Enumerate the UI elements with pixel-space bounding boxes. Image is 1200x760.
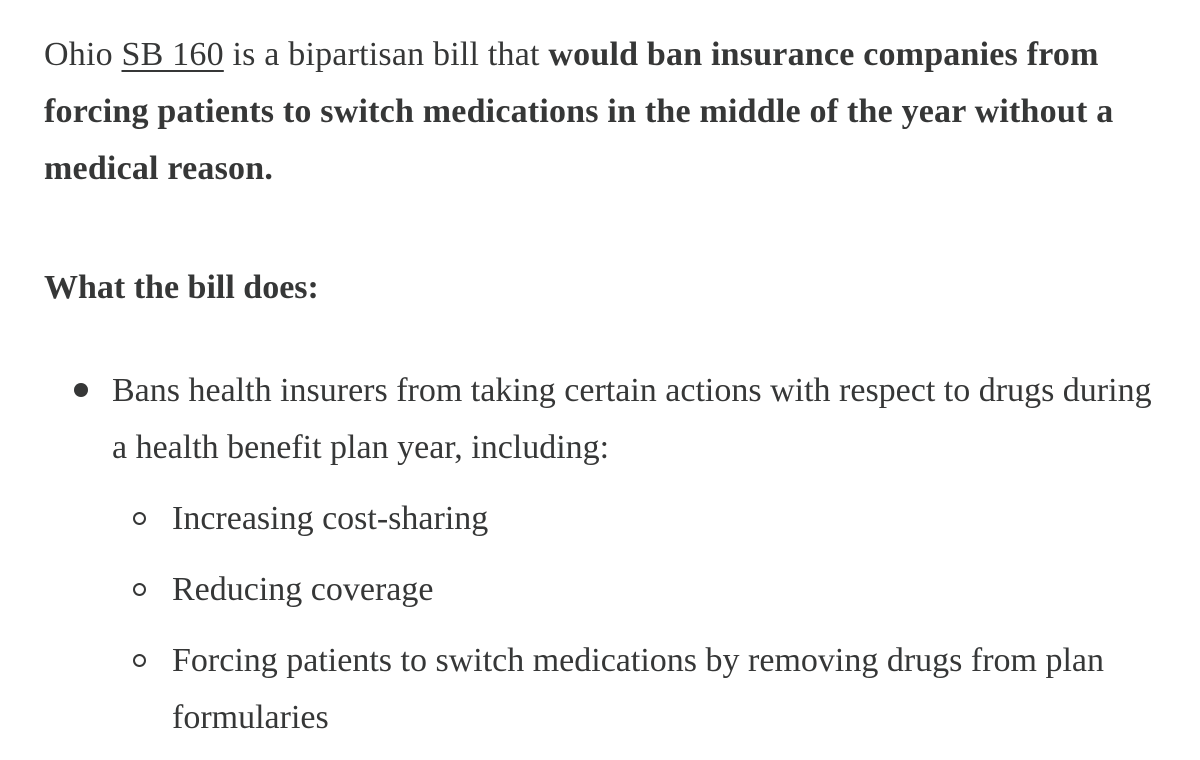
sub-list-item bbox=[112, 490, 1174, 547]
list-item-text: Bans health insurers from taking certain actions with respect to drugs during a health benefit plan year, including: bbox=[112, 372, 1152, 466]
sub-list bbox=[112, 490, 1174, 746]
intro-prefix: Ohio bbox=[44, 36, 122, 73]
bullet-disc-icon bbox=[74, 383, 88, 397]
article-body bbox=[44, 26, 1174, 760]
sub-list-item bbox=[112, 632, 1174, 746]
sub-list-item-text: Forcing patients to switch medications by removing drugs from plan formularies bbox=[172, 642, 1105, 736]
intro-paragraph bbox=[44, 26, 1174, 197]
bullet-circle-icon bbox=[133, 512, 146, 525]
intro-middle: is a bipartisan bill that bbox=[223, 36, 549, 73]
bullet-circle-icon bbox=[133, 583, 146, 596]
list-item bbox=[44, 362, 1174, 746]
bill-provisions-list bbox=[44, 362, 1174, 746]
section-heading: What the bill does: bbox=[44, 269, 319, 306]
bill-link[interactable]: SB 160 bbox=[121, 36, 224, 73]
intro-emphasis: would ban insurance companies from forcing patients to switch medications in the middle of the year without a medical reason. bbox=[44, 36, 1114, 187]
sub-list-item-text: Increasing cost-sharing bbox=[172, 500, 489, 537]
bullet-circle-icon bbox=[133, 654, 146, 667]
sub-list-item-text: Reducing coverage bbox=[172, 571, 434, 608]
sub-list-item bbox=[112, 561, 1174, 618]
